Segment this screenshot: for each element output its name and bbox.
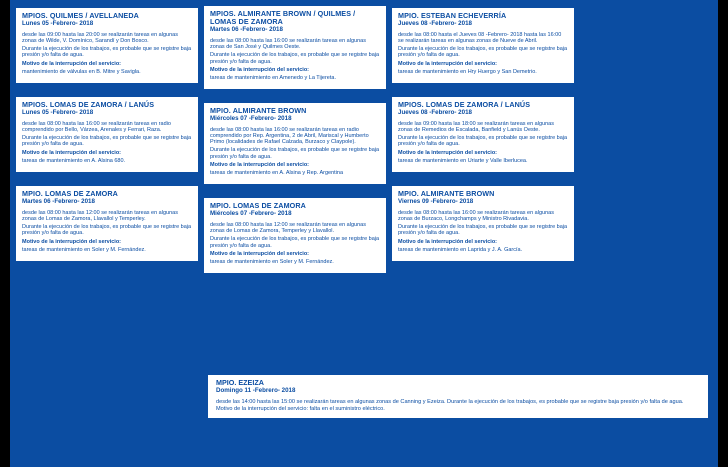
notice-card-ezeiza bbox=[208, 375, 708, 418]
notice-title: MPIO. EZEIZA bbox=[216, 378, 264, 387]
notice-motive-label: Motivo de la interrupción del servicio: bbox=[398, 149, 498, 156]
notice-date: Martes 06 -Febrero- 2018 bbox=[210, 26, 283, 34]
bottom-notice-wrap bbox=[208, 375, 708, 418]
column-spacer bbox=[204, 190, 386, 192]
notice-motive-label: Motivo de la interrupción del servicio: bbox=[210, 66, 310, 73]
notice-title: MPIO. ESTEBAN ECHEVERRÍA bbox=[398, 11, 507, 20]
notice-paragraph: desde las 08:00 hasta las 16:00 se realizarán tareas en radio comprendido por Bello, Várzea, Arenales y Ferrari, Raza. bbox=[22, 120, 171, 134]
notice-body bbox=[210, 222, 380, 265]
notice-motive-text: mantenimiento de válvulas en B. Mitre y Savigla. bbox=[22, 68, 141, 75]
notice-date: Domingo 11 -Febrero- 2018 bbox=[216, 387, 296, 395]
notice-paragraph: desde las 08:00 hasta las 12:00 se realizarán tareas en algunas zonas de Lomas de Zamora, Temperley y Llavallol. bbox=[210, 222, 366, 235]
notice-paragraph: desde las 08:00 hasta las 16:00 se realizarán tareas en radio comprendido por Rep. Argentina, 2 de Abril, Mariscal y Humberto Primo (localidades de Rafael Calzada, Burzaco y Claypole). bbox=[210, 127, 369, 146]
notice-paragraph: desde las 09:00 hasta las 18:00 se realizarán tareas en algunas zonas de Remedios de Escalada, Banfield y Lanús Oeste. bbox=[398, 120, 554, 134]
notice-motive-text: tareas de mantenimiento en Uriarte y Valle Iberlucea. bbox=[398, 157, 528, 164]
notice-motive-label: Motivo de la interrupción del servicio: bbox=[22, 238, 122, 245]
notice-title: MPIO. LOMAS DE ZAMORA bbox=[22, 188, 118, 198]
notice-card bbox=[16, 97, 198, 172]
column-spacer bbox=[16, 178, 198, 180]
column-2 bbox=[204, 4, 386, 273]
notice-paragraph: Durante la ejecución de los trabajos, es probable que se registre baja presión y/o falta de agua. bbox=[398, 135, 568, 148]
notice-paragraph: desde las 09:00 hasta las 20:00 se realizarán tareas en algunas zonas de Wilde, V. Domínico, Sarandí y Don Bosco. bbox=[22, 32, 178, 45]
notice-date: Lunes 05 -Febrero- 2018 bbox=[22, 20, 94, 28]
notice-body bbox=[22, 32, 192, 75]
column-spacer bbox=[392, 89, 574, 91]
notice-body bbox=[398, 210, 568, 253]
notice-title: MPIO. ALMIRANTE BROWN bbox=[210, 106, 307, 115]
notice-motive-label: Motivo de la interrupción del servicio: bbox=[22, 60, 122, 67]
notice-title: MPIOS. QUILMES / AVELLANEDA bbox=[22, 11, 139, 20]
notice-card bbox=[204, 6, 386, 89]
notice-title: MPIOS. ALMIRANTE BROWN / QUILMES / LOMAS DE ZAMORA bbox=[210, 9, 356, 27]
notice-body bbox=[22, 210, 192, 253]
notice-motive-label: Motivo de la interrupción del servicio: bbox=[216, 405, 309, 412]
column-3 bbox=[392, 4, 574, 261]
column-spacer bbox=[392, 178, 574, 180]
notice-card bbox=[392, 8, 574, 83]
notice-motive-label: Motivo de la interrupción del servicio: bbox=[210, 250, 310, 257]
notice-paragraph: Durante la ejecución de los trabajos, es probable que se registre baja presión y/o falta de agua. bbox=[210, 236, 380, 249]
notice-motive-text: tareas de mantenimiento en A. Alsina y Rep. Argentina bbox=[210, 169, 343, 176]
notice-motive-text: tareas de mantenimiento en Soler y M. Fernández. bbox=[22, 246, 146, 253]
notice-paragraph: Durante la ejecución de los trabajos, es probable que se registre baja presión y/o falta de agua. bbox=[22, 224, 192, 237]
notice-card bbox=[392, 186, 574, 261]
notice-motive-label: Motivo de la interrupción del servicio: bbox=[210, 161, 310, 168]
notice-date: Jueves 08 -Febrero- 2018 bbox=[398, 20, 472, 28]
notice-motive-text: tareas de mantenimiento en Soler y M. Fernández. bbox=[210, 258, 334, 265]
notice-body bbox=[210, 38, 380, 81]
notice-motive-text: tareas de mantenimiento en A. Alsina 680. bbox=[22, 157, 126, 164]
notice-date: Miércoles 07 -Febrero- 2018 bbox=[210, 115, 292, 123]
notice-title: MPIO. ALMIRANTE BROWN bbox=[398, 188, 495, 198]
notice-date: Jueves 08 -Febrero- 2018 bbox=[398, 109, 472, 116]
notice-card bbox=[392, 97, 574, 172]
notice-paragraph: Durante la ejecución de los trabajos, es probable que se registre baja presión y/o falta de agua. bbox=[22, 135, 192, 148]
notice-motive-label: Motivo de la interrupción del servicio: bbox=[398, 238, 498, 245]
notice-paragraph: desde las 14:00 hasta las 15:00 se realizarán tareas en algunas zonas de Canning y Ezeiza. Durante la ejecución de los trabajos, es probable que se registre baja presión y/o falta de agua. bbox=[216, 399, 684, 406]
notice-body bbox=[398, 121, 568, 164]
notice-paragraph: Durante la ejecución de los trabajos, es probable que se registre baja presión y/o falta de agua. bbox=[398, 224, 568, 237]
notice-paragraph: desde las 08:00 hasta el Jueves 08 -Febrero- 2018 hasta las 16:00 se realizarán tareas en algunas zonas de Nueve de Abril. bbox=[398, 32, 562, 45]
notice-body bbox=[216, 399, 700, 412]
notice-paragraph: Durante la ejecución de los trabajos, es probable que se registre baja presión y/o falta de agua. bbox=[398, 46, 568, 59]
notice-body bbox=[210, 127, 380, 176]
notice-motive-text: tareas de mantenimiento en Hry Huergo y San Demetrio. bbox=[398, 68, 537, 75]
notice-date: Miércoles 07 -Febrero- 2018 bbox=[210, 210, 292, 218]
notice-card bbox=[16, 186, 198, 261]
notice-motive-text: tareas de mantenimiento en Laprida y J. A. García. bbox=[398, 246, 523, 253]
column-spacer bbox=[16, 89, 198, 91]
notice-paragraph: desde las 08:00 hasta las 16:00 se realizarán tareas en algunas zonas de Burzaco, Longchamps y Ministro Rivadavia. bbox=[398, 209, 554, 223]
notice-paragraph: desde las 08:00 hasta las 16:00 se realizarán tareas en algunas zonas de San José y Quilmes Oeste. bbox=[210, 38, 366, 51]
notice-date: Martes 06 -Febrero- 2018 bbox=[22, 197, 95, 205]
notice-paragraph: Durante la ejecución de los trabajos, es probable que se registre baja presión y/o falta de agua. bbox=[22, 46, 192, 59]
notice-date: Lunes 05 -Febrero- 2018 bbox=[22, 109, 94, 116]
notice-body bbox=[398, 32, 568, 75]
notice-motive-label: Motivo de la interrupción del servicio: bbox=[22, 149, 122, 156]
notice-title: MPIOS. LOMAS DE ZAMORA / LANÚS bbox=[22, 99, 155, 109]
notice-card bbox=[204, 103, 386, 184]
column-spacer bbox=[204, 95, 386, 97]
notice-card bbox=[204, 198, 386, 273]
notice-title: MPIOS. LOMAS DE ZAMORA / LANÚS bbox=[398, 99, 531, 109]
notice-paragraph: Durante la ejecución de los trabajos, es probable que se registre baja presión y/o falta de agua. bbox=[210, 52, 380, 65]
notice-date: Viernes 09 -Febrero- 2018 bbox=[398, 197, 474, 205]
notice-paragraph: Durante la ejecución de los trabajos, es probable que se registre baja presión y/o falta de agua. bbox=[210, 147, 380, 160]
notice-motive-text: tareas de mantenimiento en Amenedo y La Tijereta. bbox=[210, 74, 336, 81]
blue-sheet bbox=[10, 0, 718, 467]
notice-body bbox=[22, 121, 192, 164]
column-1 bbox=[16, 4, 198, 261]
notice-paragraph: desde las 08:00 hasta las 12:00 se realizarán tareas en algunas zonas de Lomas de Zamora, Llavallol y Temperley. bbox=[22, 209, 178, 223]
notice-card bbox=[16, 8, 198, 83]
notice-title: MPIO. LOMAS DE ZAMORA bbox=[210, 201, 306, 211]
notice-motive-label: Motivo de la interrupción del servicio: bbox=[398, 60, 498, 67]
notice-motive-text: falta en el suministro eléctrico. bbox=[308, 405, 385, 412]
